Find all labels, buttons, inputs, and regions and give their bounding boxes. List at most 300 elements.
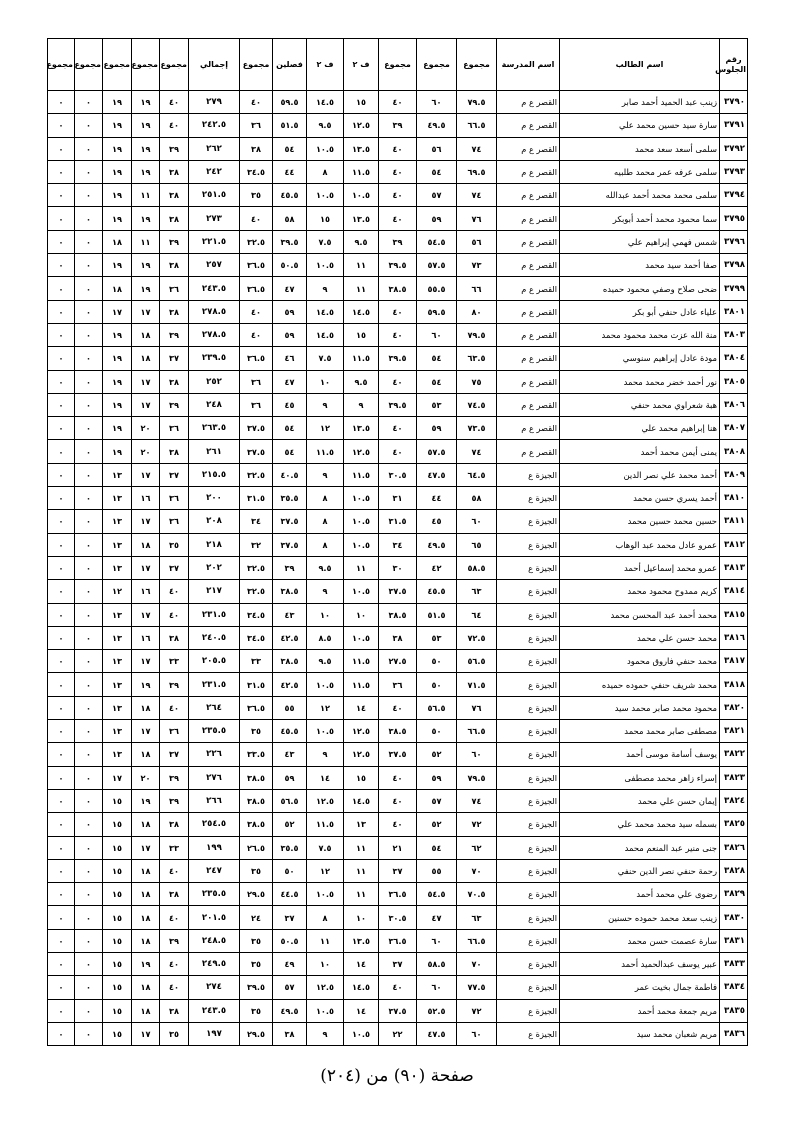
score-cell: ٧٧.٥ bbox=[457, 976, 497, 999]
student-name-cell: محمد حنفي فاروق محمود bbox=[560, 650, 720, 673]
score-cell: ٥٥.٥ bbox=[417, 277, 457, 300]
score-cell: ١٢ bbox=[307, 696, 344, 719]
school-name-cell: الجيزة ع bbox=[497, 626, 560, 649]
score-cell: ٠ bbox=[48, 137, 75, 160]
score-cell: ٣٥ bbox=[240, 184, 273, 207]
score-cell: ٠ bbox=[75, 720, 103, 743]
score-cell: ٣٨.٥ bbox=[273, 580, 307, 603]
score-cell: ٣٥ bbox=[240, 720, 273, 743]
score-cell: ١٨ bbox=[132, 533, 160, 556]
score-cell: ٣٨.٥ bbox=[273, 650, 307, 673]
student-name-cell: زينب عبد الحميد أحمد صابر bbox=[560, 91, 720, 114]
score-cell: ٧٤.٥ bbox=[457, 393, 497, 416]
student-name-cell: محمد شريف حنفي حموده حميده bbox=[560, 673, 720, 696]
score-cell: ٥٧.٥ bbox=[417, 254, 457, 277]
score-cell: ١٣ bbox=[103, 650, 132, 673]
score-cell: ٣٩.٥ bbox=[379, 347, 417, 370]
score-cell: ٦٠ bbox=[457, 1022, 497, 1045]
table-row bbox=[48, 160, 748, 183]
score-cell: ٠ bbox=[75, 254, 103, 277]
score-cell: ٩.٥ bbox=[307, 556, 344, 579]
score-cell: ٠ bbox=[75, 207, 103, 230]
score-cell: ٣٥ bbox=[240, 929, 273, 952]
score-cell: ٣٩.٥ bbox=[273, 230, 307, 253]
score-cell: ٧.٥ bbox=[307, 230, 344, 253]
seat-number-cell: ٣٨١١ bbox=[720, 510, 748, 533]
score-cell: ٥٧ bbox=[417, 789, 457, 812]
school-name-cell: القصر ع م bbox=[497, 370, 560, 393]
score-cell: ١٧ bbox=[132, 720, 160, 743]
score-cell: ٥٠ bbox=[417, 650, 457, 673]
score-cell: ١٠.٥ bbox=[307, 673, 344, 696]
score-cell: ١٠ bbox=[344, 603, 379, 626]
score-cell: ١٣.٥ bbox=[344, 929, 379, 952]
score-cell: ٣٤ bbox=[240, 510, 273, 533]
score-cell: ٠ bbox=[75, 999, 103, 1022]
school-name-cell: القصر ع م bbox=[497, 254, 560, 277]
score-cell: ٠ bbox=[48, 999, 75, 1022]
student-name-cell: سارة سيد حسين محمد علي bbox=[560, 114, 720, 137]
score-cell: ٥٢ bbox=[273, 813, 307, 836]
score-cell: ٥١.٥ bbox=[417, 603, 457, 626]
score-cell: ٠ bbox=[75, 417, 103, 440]
school-name-cell: الجيزة ع bbox=[497, 766, 560, 789]
table-row bbox=[48, 463, 748, 486]
score-cell: ١٣ bbox=[103, 533, 132, 556]
score-cell: ١٥ bbox=[103, 1022, 132, 1045]
school-name-cell: الجيزة ع bbox=[497, 883, 560, 906]
student-name-cell: محمد أحمد عبد المحسن محمد bbox=[560, 603, 720, 626]
score-cell: ١٦ bbox=[132, 580, 160, 603]
score-cell: ٣٨ bbox=[160, 883, 189, 906]
score-cell: ٧٤ bbox=[457, 789, 497, 812]
seat-number-cell: ٣٨٢٤ bbox=[720, 789, 748, 812]
table-row bbox=[48, 720, 748, 743]
score-cell: ١٧ bbox=[132, 393, 160, 416]
score-cell: ٦٦ bbox=[457, 277, 497, 300]
score-cell: ٨ bbox=[307, 160, 344, 183]
seat-number-cell: ٣٨٣٥ bbox=[720, 999, 748, 1022]
score-cell: ٨٠ bbox=[457, 300, 497, 323]
score-cell: ٢٩.٥ bbox=[240, 1022, 273, 1045]
score-cell: ٤٠ bbox=[379, 370, 417, 393]
seat-number-cell: ٣٧٩٨ bbox=[720, 254, 748, 277]
grand-total-cell: ٢٥٢ bbox=[189, 370, 240, 393]
score-cell: ٠ bbox=[75, 323, 103, 346]
student-name-cell: مريم جمعة محمد أحمد bbox=[560, 999, 720, 1022]
score-cell: ٧٣.٥ bbox=[457, 417, 497, 440]
score-cell: ٥٦.٥ bbox=[273, 789, 307, 812]
score-cell: ٣٦.٥ bbox=[379, 883, 417, 906]
score-cell: ٩ bbox=[307, 393, 344, 416]
score-cell: ٤٥.٥ bbox=[417, 580, 457, 603]
school-name-cell: القصر ع م bbox=[497, 417, 560, 440]
student-name-cell: جنى منير عبد المنعم محمد bbox=[560, 836, 720, 859]
student-name-cell: عبير يوسف عبدالحميد أحمد bbox=[560, 952, 720, 975]
score-cell: ٥٩.٥ bbox=[273, 91, 307, 114]
seat-number-cell: ٣٧٩٦ bbox=[720, 230, 748, 253]
seat-number-cell: ٣٨١٣ bbox=[720, 556, 748, 579]
score-cell: ٣٨ bbox=[160, 999, 189, 1022]
score-cell: ٤٠ bbox=[240, 300, 273, 323]
score-cell: ١٩ bbox=[103, 347, 132, 370]
student-name-cell: صفا أحمد سيد محمد bbox=[560, 254, 720, 277]
student-name-cell: منة الله عزت محمد محمود محمد bbox=[560, 323, 720, 346]
score-cell: ٥٨ bbox=[273, 207, 307, 230]
score-cell: ٦٤ bbox=[457, 603, 497, 626]
column-header: مجموع bbox=[103, 39, 132, 91]
school-name-cell: الجيزة ع bbox=[497, 720, 560, 743]
score-cell: ٣٩ bbox=[160, 230, 189, 253]
score-cell: ٣٩.٥ bbox=[379, 254, 417, 277]
score-cell: ١٨ bbox=[132, 696, 160, 719]
score-cell: ٠ bbox=[48, 230, 75, 253]
score-cell: ١٥ bbox=[103, 976, 132, 999]
score-cell: ٥٤ bbox=[417, 160, 457, 183]
score-cell: ٧٠ bbox=[457, 952, 497, 975]
score-cell: ٣٧ bbox=[160, 556, 189, 579]
score-cell: ٠ bbox=[75, 813, 103, 836]
score-cell: ١٩ bbox=[132, 254, 160, 277]
score-cell: ٠ bbox=[75, 91, 103, 114]
score-cell: ١٤.٥ bbox=[344, 789, 379, 812]
score-cell: ٤٠ bbox=[379, 323, 417, 346]
score-cell: ٣٧ bbox=[273, 906, 307, 929]
student-name-cell: يمنى أيمن محمد أحمد bbox=[560, 440, 720, 463]
score-cell: ٤٢.٥ bbox=[273, 626, 307, 649]
score-cell: ١٠ bbox=[307, 603, 344, 626]
score-cell: ٠ bbox=[75, 230, 103, 253]
score-cell: ١٠.٥ bbox=[307, 137, 344, 160]
score-cell: ١٩ bbox=[132, 207, 160, 230]
score-cell: ٣٥ bbox=[240, 952, 273, 975]
score-cell: ٣٢.٥ bbox=[240, 556, 273, 579]
score-cell: ١٧ bbox=[132, 603, 160, 626]
score-cell: ٠ bbox=[48, 603, 75, 626]
score-cell: ٥٧ bbox=[273, 976, 307, 999]
score-cell: ٤٩ bbox=[273, 952, 307, 975]
score-cell: ٣٧ bbox=[160, 743, 189, 766]
score-cell: ٠ bbox=[48, 952, 75, 975]
student-name-cell: حسين محمد حسين محمد bbox=[560, 510, 720, 533]
score-cell: ٠ bbox=[75, 370, 103, 393]
score-cell: ٤٠ bbox=[379, 813, 417, 836]
score-cell: ٤٧.٥ bbox=[417, 463, 457, 486]
school-name-cell: الجيزة ع bbox=[497, 743, 560, 766]
school-name-cell: الجيزة ع bbox=[497, 813, 560, 836]
seat-number-cell: ٣٨١٦ bbox=[720, 626, 748, 649]
seat-number-cell: ٣٨٢٢ bbox=[720, 743, 748, 766]
score-cell: ١٣ bbox=[103, 487, 132, 510]
student-name-cell: إسراء زاهر محمد مصطفى bbox=[560, 766, 720, 789]
score-cell: ٣٦ bbox=[160, 487, 189, 510]
score-cell: ١٢.٥ bbox=[344, 743, 379, 766]
score-cell: ١٣ bbox=[103, 510, 132, 533]
score-cell: ٨.٥ bbox=[307, 626, 344, 649]
score-cell: ٣٩ bbox=[160, 766, 189, 789]
score-cell: ٤٠ bbox=[379, 696, 417, 719]
score-cell: ٢١ bbox=[379, 836, 417, 859]
school-name-cell: الجيزة ع bbox=[497, 487, 560, 510]
score-cell: ٣٢.٥ bbox=[240, 463, 273, 486]
table-row bbox=[48, 440, 748, 463]
table-row bbox=[48, 510, 748, 533]
score-cell: ٥٠.٥ bbox=[273, 929, 307, 952]
score-cell: ٠ bbox=[48, 743, 75, 766]
score-cell: ١٩ bbox=[103, 160, 132, 183]
score-cell: ٦٠ bbox=[417, 323, 457, 346]
score-cell: ١٩ bbox=[103, 254, 132, 277]
score-cell: ٣٦ bbox=[160, 510, 189, 533]
student-name-cell: ضحى صلاح وصفي محمود حميده bbox=[560, 277, 720, 300]
score-cell: ٣٩ bbox=[160, 137, 189, 160]
score-cell: ٨ bbox=[307, 510, 344, 533]
score-cell: ٥٤ bbox=[417, 836, 457, 859]
school-name-cell: القصر ع م bbox=[497, 230, 560, 253]
score-cell: ٣٦ bbox=[160, 417, 189, 440]
grand-total-cell: ٢٠٠ bbox=[189, 487, 240, 510]
score-cell: ٣٧.٥ bbox=[273, 510, 307, 533]
score-cell: ٧٦ bbox=[457, 207, 497, 230]
score-cell: ٦٣ bbox=[457, 580, 497, 603]
school-name-cell: القصر ع م bbox=[497, 393, 560, 416]
score-cell: ٠ bbox=[75, 626, 103, 649]
score-cell: ٣٦ bbox=[240, 114, 273, 137]
score-cell: ٦٢ bbox=[457, 836, 497, 859]
table-row bbox=[48, 836, 748, 859]
table-row bbox=[48, 859, 748, 882]
score-cell: ٣٨ bbox=[160, 160, 189, 183]
school-name-cell: الجيزة ع bbox=[497, 580, 560, 603]
table-row bbox=[48, 184, 748, 207]
score-cell: ١٩ bbox=[132, 91, 160, 114]
table-row bbox=[48, 277, 748, 300]
student-name-cell: سلمى أسعد سعد محمد bbox=[560, 137, 720, 160]
score-cell: ١٨ bbox=[132, 906, 160, 929]
grand-total-cell: ٢٧٤ bbox=[189, 976, 240, 999]
score-cell: ١١ bbox=[132, 230, 160, 253]
score-cell: ٢٧.٥ bbox=[379, 650, 417, 673]
score-cell: ٣٨.٥ bbox=[379, 603, 417, 626]
table-row bbox=[48, 207, 748, 230]
seat-number-cell: ٣٨٢٠ bbox=[720, 696, 748, 719]
score-cell: ٠ bbox=[48, 207, 75, 230]
table-row bbox=[48, 580, 748, 603]
school-name-cell: القصر ع م bbox=[497, 440, 560, 463]
score-cell: ١٧ bbox=[132, 1022, 160, 1045]
score-cell: ١٢.٥ bbox=[344, 720, 379, 743]
score-cell: ٣٢.٥ bbox=[240, 580, 273, 603]
score-cell: ٠ bbox=[48, 813, 75, 836]
score-cell: ٠ bbox=[48, 533, 75, 556]
score-cell: ٤٠ bbox=[379, 91, 417, 114]
student-name-cell: مريم شعبان محمد سيد bbox=[560, 1022, 720, 1045]
score-cell: ١١ bbox=[344, 836, 379, 859]
school-name-cell: القصر ع م bbox=[497, 347, 560, 370]
score-cell: ٣٧ bbox=[160, 463, 189, 486]
page-number: صفحة (٩٠) من (٢٠٤) bbox=[320, 1066, 474, 1086]
score-cell: ١٠.٥ bbox=[307, 883, 344, 906]
score-cell: ١٥ bbox=[103, 929, 132, 952]
score-cell: ٤٠ bbox=[379, 789, 417, 812]
student-name-cell: سلمى محمد محمد أحمد عبدالله bbox=[560, 184, 720, 207]
score-cell: ٤٩.٥ bbox=[417, 533, 457, 556]
score-cell: ١٦ bbox=[132, 487, 160, 510]
score-cell: ٣٦ bbox=[240, 370, 273, 393]
grand-total-cell: ٢٦٤ bbox=[189, 696, 240, 719]
score-cell: ٣٩ bbox=[273, 556, 307, 579]
grand-total-cell: ١٩٩ bbox=[189, 836, 240, 859]
score-cell: ٤٠ bbox=[379, 300, 417, 323]
score-cell: ٣٥ bbox=[240, 859, 273, 882]
score-cell: ٧٩.٥ bbox=[457, 766, 497, 789]
seat-number-cell: ٣٨٢٥ bbox=[720, 813, 748, 836]
score-cell: ١٣.٥ bbox=[344, 137, 379, 160]
score-cell: ٢٢ bbox=[379, 1022, 417, 1045]
score-cell: ١١ bbox=[344, 556, 379, 579]
score-cell: ١٩ bbox=[103, 323, 132, 346]
score-cell: ١٣.٥ bbox=[344, 417, 379, 440]
score-cell: ٣٦ bbox=[240, 393, 273, 416]
seat-number-cell: ٣٨٠٩ bbox=[720, 463, 748, 486]
score-cell: ١٣ bbox=[103, 743, 132, 766]
score-cell: ١٣ bbox=[103, 556, 132, 579]
seat-number-cell: ٣٨١٥ bbox=[720, 603, 748, 626]
grand-total-cell: ٢٠٥.٥ bbox=[189, 650, 240, 673]
score-cell: ٥٤ bbox=[417, 370, 457, 393]
score-cell: ٠ bbox=[48, 580, 75, 603]
seat-number-cell: ٣٨٠١ bbox=[720, 300, 748, 323]
school-name-cell: القصر ع م bbox=[497, 91, 560, 114]
score-cell: ٠ bbox=[48, 720, 75, 743]
score-cell: ٣٨ bbox=[160, 440, 189, 463]
score-cell: ٤٧ bbox=[417, 906, 457, 929]
student-name-cell: شمس فهمي إبراهيم علي bbox=[560, 230, 720, 253]
school-name-cell: الجيزة ع bbox=[497, 673, 560, 696]
score-cell: ٦٣ bbox=[457, 906, 497, 929]
table-row bbox=[48, 743, 748, 766]
column-header: إجمالي bbox=[189, 39, 240, 91]
score-cell: ٤٠ bbox=[379, 184, 417, 207]
student-name-cell: بسمله سيد محمد محمد علي bbox=[560, 813, 720, 836]
score-cell: ٥٤ bbox=[273, 137, 307, 160]
column-header: اسم المدرسة bbox=[497, 39, 560, 91]
school-name-cell: الجيزة ع bbox=[497, 463, 560, 486]
score-cell: ٥٠ bbox=[273, 859, 307, 882]
school-name-cell: الجيزة ع bbox=[497, 789, 560, 812]
score-cell: ٦٣.٥ bbox=[457, 347, 497, 370]
score-cell: ٣٠.٥ bbox=[379, 906, 417, 929]
score-cell: ١٧ bbox=[132, 836, 160, 859]
score-cell: ٠ bbox=[48, 300, 75, 323]
score-cell: ١٥ bbox=[103, 813, 132, 836]
score-cell: ٩ bbox=[307, 580, 344, 603]
school-name-cell: القصر ع م bbox=[497, 137, 560, 160]
score-cell: ٠ bbox=[75, 906, 103, 929]
score-cell: ٣٨.٥ bbox=[379, 277, 417, 300]
table-row bbox=[48, 976, 748, 999]
score-cell: ١٥ bbox=[103, 789, 132, 812]
school-name-cell: الجيزة ع bbox=[497, 859, 560, 882]
score-cell: ١٩ bbox=[103, 137, 132, 160]
score-cell: ٧١.٥ bbox=[457, 673, 497, 696]
grand-total-cell: ٢٤٣.٥ bbox=[189, 277, 240, 300]
score-cell: ٧٤ bbox=[457, 137, 497, 160]
score-cell: ١٣.٥ bbox=[344, 207, 379, 230]
score-cell: ١٢.٥ bbox=[307, 976, 344, 999]
table-row bbox=[48, 626, 748, 649]
score-cell: ٣٩ bbox=[379, 114, 417, 137]
score-cell: ٤٧ bbox=[273, 370, 307, 393]
score-cell: ٣٠.٥ bbox=[379, 463, 417, 486]
table-row bbox=[48, 323, 748, 346]
score-cell: ٧٦ bbox=[457, 696, 497, 719]
score-cell: ٠ bbox=[75, 650, 103, 673]
score-cell: ١١ bbox=[344, 883, 379, 906]
seat-number-cell: ٣٨٠٧ bbox=[720, 417, 748, 440]
score-cell: ٥٩ bbox=[417, 417, 457, 440]
score-cell: ١٨ bbox=[103, 230, 132, 253]
student-name-cell: سلمى عرفه عمر محمد طلبيه bbox=[560, 160, 720, 183]
seat-number-cell: ٣٨١٧ bbox=[720, 650, 748, 673]
score-cell: ٠ bbox=[75, 277, 103, 300]
grand-total-cell: ٢٦٣.٥ bbox=[189, 417, 240, 440]
score-cell: ١٠.٥ bbox=[307, 184, 344, 207]
score-cell: ٤٣ bbox=[273, 603, 307, 626]
score-cell: ٥٥ bbox=[273, 696, 307, 719]
score-cell: ٠ bbox=[48, 114, 75, 137]
score-cell: ٠ bbox=[48, 417, 75, 440]
score-cell: ٣٨ bbox=[160, 370, 189, 393]
score-cell: ٣٣ bbox=[160, 836, 189, 859]
score-cell: ٠ bbox=[48, 650, 75, 673]
seat-number-cell: ٣٨٢٩ bbox=[720, 883, 748, 906]
score-cell: ٤٠ bbox=[240, 91, 273, 114]
seat-number-cell: ٣٨٣٦ bbox=[720, 1022, 748, 1045]
score-cell: ١٧ bbox=[132, 370, 160, 393]
score-cell: ٤٠ bbox=[379, 440, 417, 463]
score-cell: ٣٨.٥ bbox=[240, 813, 273, 836]
score-cell: ١٧ bbox=[103, 766, 132, 789]
score-cell: ٠ bbox=[48, 91, 75, 114]
score-cell: ١٢ bbox=[307, 859, 344, 882]
score-cell: ٦٠ bbox=[417, 929, 457, 952]
score-cell: ٢٠ bbox=[132, 766, 160, 789]
score-cell: ٢٦.٥ bbox=[240, 836, 273, 859]
column-header: فصلين bbox=[273, 39, 307, 91]
score-cell: ٧٥ bbox=[457, 370, 497, 393]
score-cell: ١٢.٥ bbox=[344, 114, 379, 137]
score-cell: ٠ bbox=[75, 603, 103, 626]
score-cell: ٥٦ bbox=[457, 230, 497, 253]
score-cell: ٣٦.٥ bbox=[379, 929, 417, 952]
score-cell: ٩.٥ bbox=[344, 230, 379, 253]
score-cell: ٣٩ bbox=[160, 323, 189, 346]
score-cell: ٣٩ bbox=[379, 230, 417, 253]
score-cell: ١٠.٥ bbox=[307, 999, 344, 1022]
score-cell: ١٥ bbox=[307, 207, 344, 230]
score-cell: ٥٤ bbox=[417, 347, 457, 370]
table-row bbox=[48, 766, 748, 789]
score-cell: ١٣ bbox=[103, 463, 132, 486]
score-cell: ٦٠ bbox=[457, 743, 497, 766]
column-header: مجموع bbox=[379, 39, 417, 91]
score-cell: ٠ bbox=[75, 160, 103, 183]
column-header: مجموع bbox=[132, 39, 160, 91]
seat-number-cell: ٣٨٣١ bbox=[720, 929, 748, 952]
student-name-cell: محمد حسن علي محمد bbox=[560, 626, 720, 649]
score-cell: ١٥ bbox=[103, 906, 132, 929]
